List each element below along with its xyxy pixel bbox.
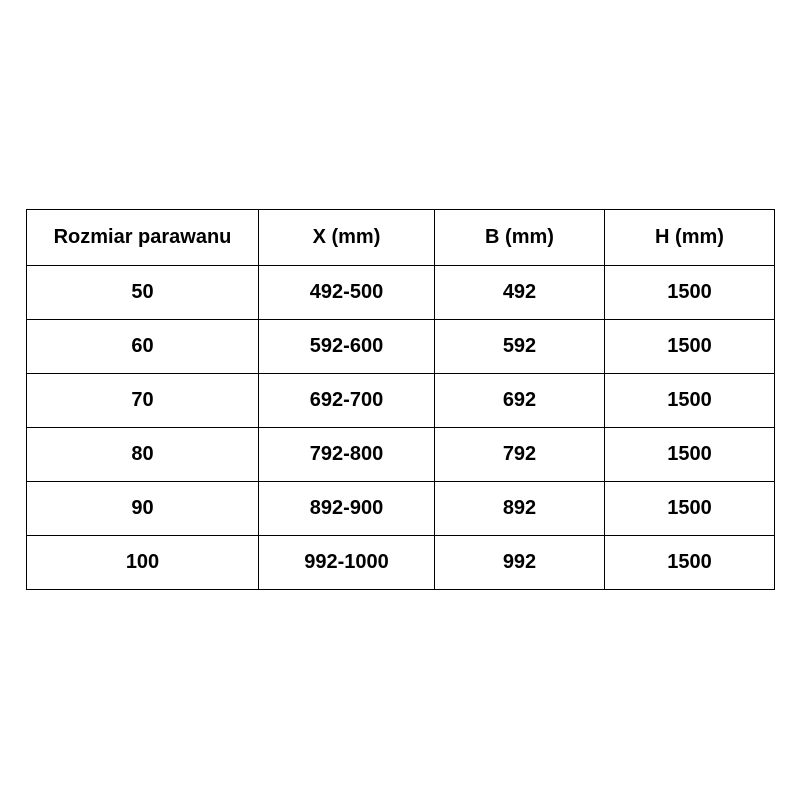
cell-h: 1500 [605, 266, 775, 320]
cell-x: 592-600 [259, 320, 435, 374]
table-row [27, 536, 775, 590]
table-body [27, 266, 775, 590]
cell-h: 1500 [605, 428, 775, 482]
cell-x: 692-700 [259, 374, 435, 428]
cell-x: 792-800 [259, 428, 435, 482]
cell-b: 992 [435, 536, 605, 590]
size-table-container [26, 209, 774, 590]
table-row [27, 374, 775, 428]
cell-h: 1500 [605, 320, 775, 374]
table-row [27, 428, 775, 482]
cell-x: 492-500 [259, 266, 435, 320]
cell-b: 592 [435, 320, 605, 374]
cell-size: 80 [27, 428, 259, 482]
cell-x: 992-1000 [259, 536, 435, 590]
screen-size-table [26, 209, 775, 590]
cell-b: 792 [435, 428, 605, 482]
cell-b: 692 [435, 374, 605, 428]
cell-h: 1500 [605, 374, 775, 428]
table-row [27, 266, 775, 320]
table-row [27, 482, 775, 536]
table-header [27, 210, 775, 266]
cell-size: 50 [27, 266, 259, 320]
table-row [27, 320, 775, 374]
cell-size: 70 [27, 374, 259, 428]
table-header-row [27, 210, 775, 266]
cell-size: 100 [27, 536, 259, 590]
cell-b: 892 [435, 482, 605, 536]
cell-h: 1500 [605, 536, 775, 590]
column-header-h: H (mm) [605, 210, 775, 266]
cell-b: 492 [435, 266, 605, 320]
column-header-x: X (mm) [259, 210, 435, 266]
cell-size: 60 [27, 320, 259, 374]
cell-h: 1500 [605, 482, 775, 536]
cell-size: 90 [27, 482, 259, 536]
column-header-size: Rozmiar parawanu [27, 210, 259, 266]
cell-x: 892-900 [259, 482, 435, 536]
column-header-b: B (mm) [435, 210, 605, 266]
